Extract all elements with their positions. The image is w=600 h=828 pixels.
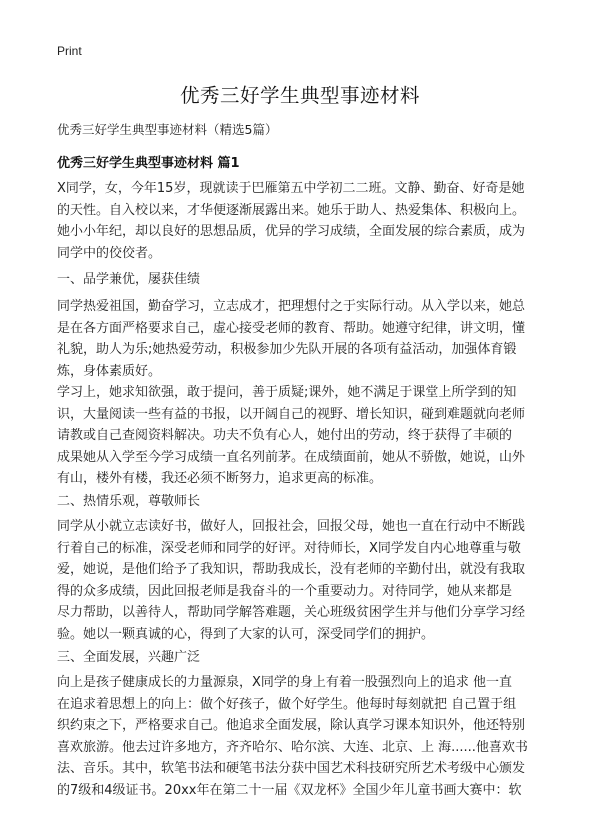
print-link[interactable]: Print <box>57 44 82 58</box>
document-subtitle: 优秀三好学生典型事迹材料（精选5篇） <box>57 122 278 137</box>
heading-development: 三、全面发展，兴趣广泛 <box>57 650 201 665</box>
paragraph-morality: 同学热爱祖国，勤奋学习，立志成才，把理想付之于实际行动。从入学以来，她总 是在各方面严格要求自己，虚心接受老师的教育、帮助。她遵守纪律，讲文明，懂 礼貌，助人为乐;她热爱劳动，积极参加少先队开展的各项有益活动，加强体育锻 炼，身体素质好。 <box>57 299 526 379</box>
paragraph-development: 向上是孩子健康成长的力量源泉，X同学的身上有着一股强烈向上的追求 他一直 在追求着思想上的向上：做个好孩子，做个好学生。他每时每刻就把 自己置于组 织约束之下，严格要求自己。他追求全面发展，除认真学习课本知识外，他还特别 喜欢旅游。他去过许多地方，齐齐哈尔、哈尔滨、大连、北京、上 海......他喜欢书 法、音乐。其中，软笔书法和硬笔书法分获中国艺术科技研究所艺术考级中心颁发 的7级和4级证书。20xx年在第二十一届《双龙杯》全国少年儿童书画大赛中：软 <box>57 675 528 798</box>
heading-respect: 二、热情乐观，尊敬师长 <box>57 494 201 509</box>
section-title: 优秀三好学生典型事迹材料 篇1 <box>57 156 240 171</box>
paragraph-study: 学习上，她求知欲强，敢于提问，善于质疑;课外，她不满足于课堂上所学到的知 识，大量阅读一些有益的书报，以开阔自己的视野、增长知识，碰到难题就向老师 请教或自己查阅资料解决。功夫不负有心人，她付出的劳动，终于获得了丰硕的 成果她从入学至今学习成绩一直名列前茅。在成绩面前，她从不骄傲，她说，山外 有山，楼外有楼，我还必须不断努力，追求更高的标准。 <box>57 385 526 486</box>
paragraph-intro: X同学，女，今年15岁，现就读于巴雁第五中学初二二班。文静、勤奋、好奇是她 的天性。自入校以来，才华便逐渐展露出来。她乐于助人、热爱集体、积极向上。 她小小年纪，却以良好的思想品质，优异的学习成绩，全面发展的综合素质，成为 同学中的佼佼者。 <box>57 181 526 261</box>
document-title: 优秀三好学生典型事迹材料 <box>179 84 420 107</box>
paragraph-respect: 同学从小就立志读好书，做好人，回报社会，回报父母，她也一直在行动中不断践 行着自己的标准，深受老师和同学的好评。对待师长，X同学发自内心地尊重与敬 爱，她说，是他们给予了我知识，帮助我成长，没有老师的辛勤付出，就没有我取 得的众多成绩，因此回报老师是我奋斗的一个重要动力。对待同学，她从来都是 尽力帮助，以善待人，帮助同学解答难题，关心班级贫困学生并与他们分享学习经 验。她以一颗真诚的心，得到了大家的认可，深受同学们的拥护。 <box>57 519 526 642</box>
heading-academics: 一、品学兼优，屡获佳绩 <box>57 272 201 287</box>
